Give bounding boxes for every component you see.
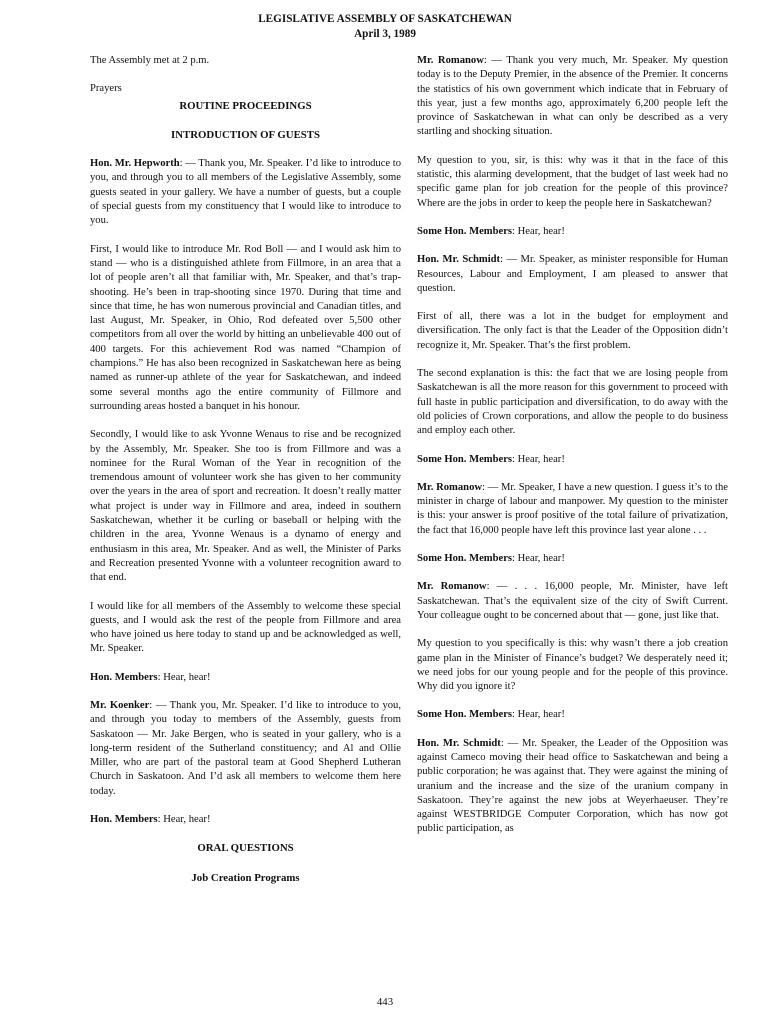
statement-text: : Hear, hear! <box>512 453 565 465</box>
statement-schmidt <box>417 253 728 296</box>
paragraph-yvonne-wenaus: Secondly, I would like to ask Yvonne Wenaus to rise and be recognized by the Assembly, Mr. Speaker. She too is from Fillmore and was a nominee for the Rural Woman of the Year in recognition of the tremendous amount of volunteer work she has given to her community over the years in the area of sport and recreation. It doesn’t really matter what project is under way in Fillmore and area, indeed in southern Saskatchewan, whether it be curling or baseball or helping with the children in the area, Yvonne Wenaus is a dynamo of energy and enthusiasm in this area, Mr. Speaker. And as well, the Minister of Parks and Recreation presented Yvonne with a volunteer recognition award to that end. <box>90 429 401 584</box>
statement-text: : Hear, hear! <box>512 553 565 565</box>
subheading-job-creation-programs: Job Creation Programs <box>191 871 300 884</box>
prayers-label: Prayers <box>90 83 122 95</box>
interjection-hon-members <box>90 671 401 685</box>
statement-text: : — . . . 16,000 people, Mr. Minister, have left Saskatchewan. That’s the equivalent size of the city of Swift Current. Your colleague ought to be concerned about that — gone, just like that. <box>417 581 729 621</box>
meeting-time: The Assembly met at 2 p.m. <box>90 55 210 66</box>
statement-romanow <box>417 481 728 538</box>
speaker-name: Mr. Romanow <box>417 55 484 66</box>
statement-text: : — Mr. Speaker, as minister responsible for Human Resources, Labour and Employment, I am pleased to answer that question. <box>417 254 728 294</box>
speaker-name: Hon. Members <box>90 814 158 826</box>
statement-text: : Hear, hear! <box>512 709 565 721</box>
statement-text: : — Thank you, Mr. Speaker. I’d like to introduce to you, and through you today to members of the Assembly, guests from Saskatoon — Mr. Jake Bergen, who is seated in your gallery, who is a long-term resident of the Sutherland constituency; and Al and Ollie Miller, who are part of the pastoral team at Good Shepherd Lutheran Church in Saskatoon. And I’d ask all members to welcome them here today. <box>90 699 402 797</box>
paragraph-answer: First of all, there was a lot in the budget for employment and diversification. The only fact is that the Leader of the Opposition didn’t recognize it, Mr. Speaker. That’s the first problem. <box>417 311 728 351</box>
section-heading-introduction-of-guests: INTRODUCTION OF GUESTS <box>171 128 320 141</box>
paragraph-question: My question to you, sir, is this: why was it that in the face of this statistic, this alarming development, that the budget of last week had no specific game plan for job creation for the people of this province? Where are the jobs in order to keep the people here in Saskatchewan? <box>417 154 728 209</box>
assembly-title: LEGISLATIVE ASSEMBLY OF SASKATCHEWAN <box>258 13 512 25</box>
statement-text: : — Mr. Speaker, I have a new question. I guess it’s to the minister in charge of labour and manpower. My question to the minister is this: your answer is proof positive of the total failure of privatization, the fact that 16,000 people have left this province last year alone . . . <box>417 481 728 536</box>
statement-hepworth <box>90 157 401 228</box>
statement-schmidt <box>417 737 728 837</box>
statement-text: : Hear, hear! <box>512 225 565 237</box>
statement-text: : Hear, hear! <box>157 814 211 826</box>
interjection-some-hon-members <box>417 552 728 566</box>
interjection-hon-members <box>90 813 401 827</box>
speaker-name: Hon. Mr. Hepworth <box>90 158 180 170</box>
speaker-name: Hon. Mr. Schmidt <box>417 737 501 749</box>
speaker-name: Hon. Members <box>90 671 158 683</box>
statement-romanow <box>417 54 728 140</box>
speaker-name: Mr. Romanow <box>417 481 483 493</box>
interjection-some-hon-members <box>417 225 728 239</box>
paragraph-answer: The second explanation is this: the fact that we are losing people from Saskatchewan is all the more reason for this government to proceed with full haste in public participation and diversification, to do away with the old policies of Crown corporations, and allow the people to do business and employ each other. <box>417 368 728 437</box>
statement-text: : — Thank you, Mr. Speaker. I’d like to introduce to you, and through you to all members of the Legislative Assembly, some guests seated in your gallery. We have a number of guests, but a couple of special guests from my constituency that I would like to introduce to you. <box>90 158 402 227</box>
paragraph-welcome-guests: I would like for all members of the Assembly to welcome these special guests, and I would ask the rest of the people from Fillmore and area who have joined us here today to stand up and be acknowledged as well, Mr. Speaker. <box>90 600 401 655</box>
paragraph-question: My question to you specifically is this: why wasn’t there a job creation game plan in the Minister of Finance’s budget? We desperately need it; we need jobs for our young people and for the people of this province. Why did you ignore it? <box>417 638 728 693</box>
paragraph-rod-boll: First, I would like to introduce Mr. Rod Boll — and I would ask him to stand — who is a distinguished athlete from Fillmore, in an area that a lot of people aren’t all that familiar with, Mr. Speaker, and that’s trap-shooting. He’s been in trap-shooting since 1970. During that time and since that time, he has won numerous provincial and Canadian titles, and last August, Mr. Speaker, in Ohio, Rod defeated over 5,500 other competitors from all over the world by hitting an unbelievable 400 out of 400 targets. For this achievement Rod was named “Champion of champions.” He has also been recognized in Saskatchewan here as being named as runner-up athlete of the year for Saskatchewan, and indeed some several months ago the entire community of Fillmore and surrounding areas hosted a banquet in his honour. <box>90 243 401 412</box>
left-column <box>90 54 401 900</box>
speaker-name: Mr. Koenker <box>90 699 150 711</box>
statement-koenker <box>90 699 401 799</box>
statement-text: : — Thank you very much, Mr. Speaker. My question today is to the Deputy Premier, in the absence of the Premier. It concerns the statistics of his own government which indicate that in February of this year, just a few months ago, approximately 6,200 people left the province of Saskatchewan in what can only be described as a very startling and shocking situation. <box>417 55 728 138</box>
interjection-some-hon-members <box>417 708 728 722</box>
section-heading-routine-proceedings: ROUTINE PROCEEDINGS <box>179 99 312 112</box>
speaker-name: Mr. Romanow <box>417 581 487 593</box>
speaker-name: Some Hon. Members <box>417 709 513 721</box>
section-heading-oral-questions: ORAL QUESTIONS <box>197 842 294 855</box>
page-header <box>0 12 770 42</box>
statement-romanow <box>417 580 728 623</box>
interjection-some-hon-members <box>417 453 728 467</box>
statement-text: : Hear, hear! <box>157 671 211 683</box>
speaker-name: Some Hon. Members <box>417 225 513 237</box>
right-column <box>417 54 728 851</box>
page-number: 443 <box>376 996 394 1008</box>
speaker-name: Hon. Mr. Schmidt <box>417 254 501 266</box>
speaker-name: Some Hon. Members <box>417 453 513 465</box>
session-date: April 3, 1989 <box>354 28 416 40</box>
statement-text: : — Mr. Speaker, the Leader of the Opposition was against Cameco moving their head office to Saskatchewan and being a public corporation; he was against that. They were against the mining of uranium and the increase and the size of the uranium company in Saskatoon. They’re against the new jobs at Weyerhaeuser. They’re against WESTBRIDGE Computer Corporation, which has now got public participation, as <box>417 737 728 835</box>
speaker-name: Some Hon. Members <box>417 553 513 565</box>
